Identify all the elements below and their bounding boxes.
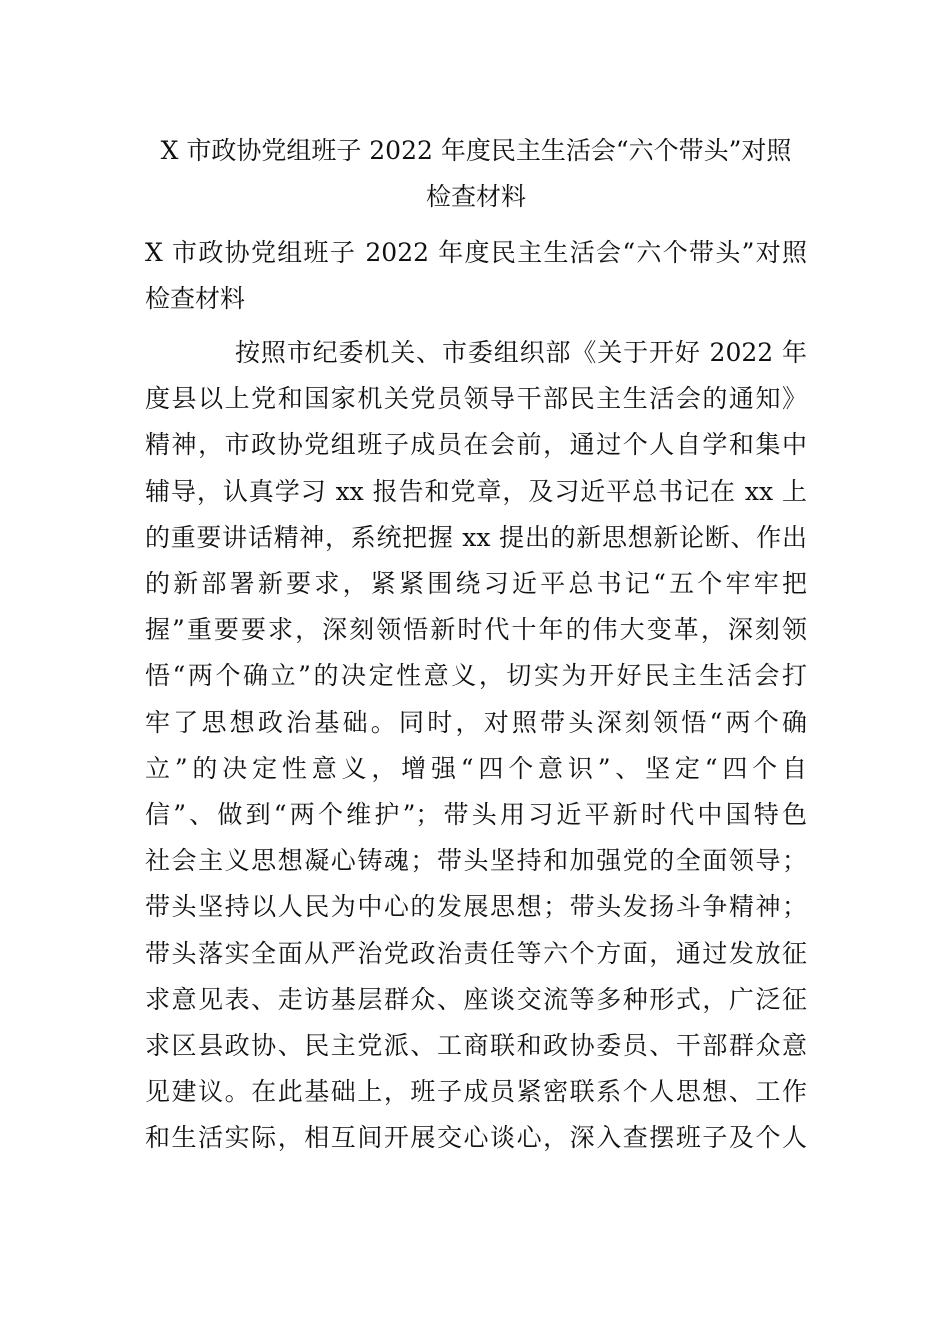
body-line: 辅导，认真学习 xx 报告和党章，及习近平总书记在 xx 上: [145, 476, 807, 506]
body-line: 求区县政协、民主党派、工商联和政协委员、干部群众意: [145, 1031, 807, 1061]
body-line: 牢了思想政治基础。同时，对照带头深刻领悟“两个确: [145, 707, 807, 737]
body-line: 见建议。在此基础上，班子成员紧密联系个人思想、工作: [145, 1077, 807, 1107]
body-line: 带头坚持以人民为中心的发展思想；带头发扬斗争精神；: [145, 892, 807, 922]
document-subtitle: [145, 230, 807, 322]
document-title: [145, 128, 807, 220]
body-line: 社会主义思想凝心铸魂；带头坚持和加强党的全面领导；: [145, 846, 807, 876]
body-line: 和生活实际，相互间开展交心谈心，深入查摆班子及个人: [145, 1123, 807, 1153]
body-line: 信”、做到“两个维护”；带头用习近平新时代中国特色: [145, 800, 807, 830]
body-line: 握”重要要求，深刻领悟新时代十年的伟大变革，深刻领: [145, 615, 807, 645]
body-line: 立”的决定性意义，增强“四个意识”、坚定“四个自: [145, 753, 807, 783]
body-line: 带头落实全面从严治党政治责任等六个方面，通过发放征: [145, 938, 807, 968]
body-line: 悟“两个确立”的决定性意义，切实为开好民主生活会打: [145, 661, 807, 691]
body-line: 按照市纪委机关、市委组织部《关于开好 2022 年: [235, 338, 807, 367]
body-line: 的新部署新要求，紧紧围绕习近平总书记“五个牢牢把: [145, 569, 807, 599]
subtitle-line-2: 检查材料: [145, 284, 246, 313]
subtitle-line-1: X 市政协党组班子 2022 年度民主生活会“六个带头”对照: [145, 238, 807, 267]
body-line: 度县以上党和国家机关党员领导干部民主生活会的通知》: [145, 384, 807, 414]
document-body: [145, 330, 807, 1162]
body-line: 的重要讲话精神，系统把握 xx 提出的新思想新论断、作出: [145, 522, 807, 552]
body-line: 求意见表、走访基层群众、座谈交流等多种形式，广泛征: [145, 984, 807, 1014]
title-line-1: X 市政协党组班子 2022 年度民主生活会“六个带头”对照: [160, 136, 792, 165]
body-line: 精神，市政协党组班子成员在会前，通过个人自学和集中: [145, 430, 807, 460]
title-line-2: 检查材料: [425, 182, 526, 211]
